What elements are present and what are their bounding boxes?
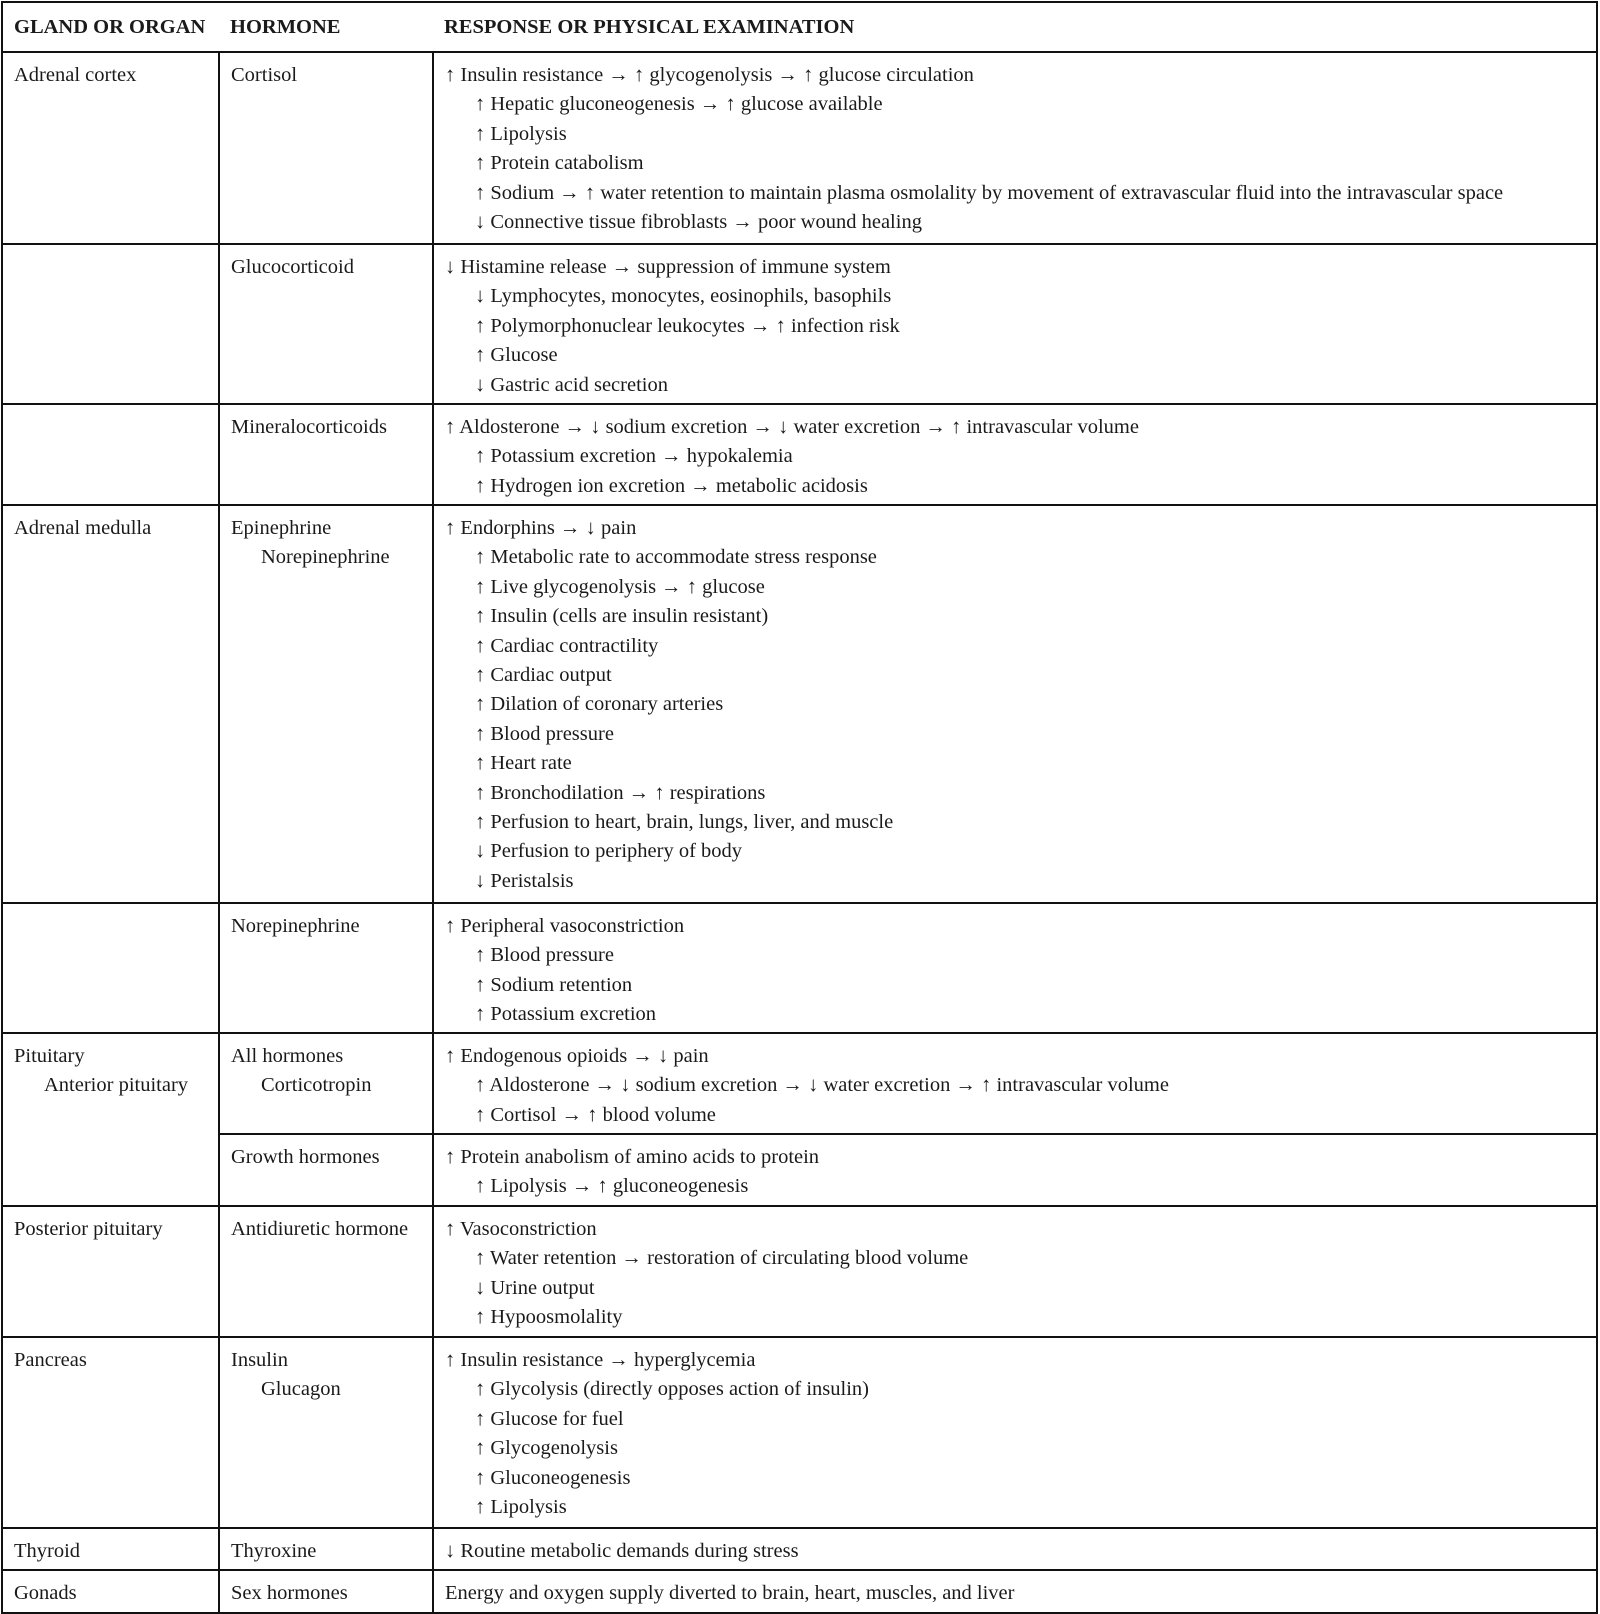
response-line: ↑ Hypoosmolality (475, 1306, 623, 1329)
header-gland: GLAND OR ORGAN (2, 2, 219, 52)
response-line: ↑ Blood pressure (475, 722, 614, 745)
response-line: ↑ Potassium excretion → hypokalemia (475, 445, 793, 468)
response-cell (433, 505, 1597, 903)
table-row (2, 1033, 1597, 1134)
hormone-cell (219, 1033, 433, 1134)
response-line: ↑ Lipolysis → ↑ gluconeogenesis (475, 1175, 749, 1198)
gland-cell-line: Pituitary (14, 1045, 85, 1067)
response-cell (433, 404, 1597, 505)
response-line: ↑ Perfusion to heart, brain, lungs, liver, and muscle (475, 811, 894, 834)
hormone-cell (219, 404, 433, 505)
response-line: ↑ Blood pressure (475, 944, 614, 967)
hormone-cell-line: Norepinephrine (261, 546, 390, 569)
gland-cell-line: Thyroid (14, 1540, 81, 1562)
stress-hormone-table (1, 1, 1598, 1614)
response-line: ↓ Urine output (475, 1276, 595, 1299)
hormone-cell (219, 1337, 433, 1528)
response-line: ↑ Gluconeogenesis (475, 1466, 631, 1489)
table-row (2, 244, 1597, 404)
response-line: ↓ Gastric acid secretion (475, 373, 668, 396)
response-line: ↑ Endorphins → ↓ pain (445, 517, 637, 539)
response-line: ↑ Insulin resistance → hyperglycemia (445, 1349, 756, 1371)
response-line: ↑ Lipolysis (475, 1496, 567, 1519)
gland-cell-line: Pancreas (14, 1349, 87, 1371)
response-cell (433, 1570, 1597, 1613)
hormone-cell-line: Growth hormones (231, 1146, 380, 1168)
response-line: ↑ Water retention → restoration of circulating blood volume (475, 1247, 969, 1270)
response-line: ↑ Glycolysis (directly opposes action of insulin) (475, 1378, 869, 1401)
response-line: ↑ Endogenous opioids → ↓ pain (445, 1045, 709, 1067)
response-cell (433, 1206, 1597, 1337)
hormone-cell (219, 1570, 433, 1613)
response-line: Energy and oxygen supply diverted to brain, heart, muscles, and liver (445, 1582, 1015, 1604)
response-cell (433, 1337, 1597, 1528)
hormone-cell-line: Sex hormones (231, 1582, 348, 1604)
response-line: ↑ Sodium → ↑ water retention to maintain plasma osmolality by movement of extravascular fluid into the intravascular space (475, 181, 1504, 204)
response-line: ↑ Hepatic gluconeogenesis → ↑ glucose available (475, 93, 883, 116)
hormone-cell-line: Norepinephrine (231, 915, 360, 937)
gland-cell-line: Adrenal cortex (14, 64, 137, 86)
response-line: ↑ Cortisol → ↑ blood volume (475, 1103, 716, 1126)
response-line: ↓ Perfusion to periphery of body (475, 840, 743, 863)
response-line: ↑ Vasoconstriction (445, 1218, 597, 1240)
table-row (2, 1337, 1597, 1528)
response-line: ↑ Heart rate (475, 752, 572, 775)
hormone-cell-line: Epinephrine (231, 517, 332, 539)
response-line: ↑ Cardiac output (475, 664, 612, 687)
hormone-cell (219, 1528, 433, 1570)
hormone-cell (219, 52, 433, 244)
gland-cell-line: Gonads (14, 1582, 77, 1604)
table-row (2, 1570, 1597, 1613)
response-line: ↑ Insulin resistance → ↑ glycogenolysis → ↑ glucose circulation (445, 64, 974, 86)
response-line: ↑ Glucose (475, 344, 558, 367)
response-line: ↓ Histamine release → suppression of immune system (445, 256, 891, 278)
table-row (2, 505, 1597, 903)
response-line: ↑ Glucose for fuel (475, 1407, 624, 1430)
response-line: ↑ Glycogenolysis (475, 1437, 618, 1460)
gland-cell (2, 1337, 219, 1528)
gland-cell (2, 244, 219, 404)
response-line: ↑ Cardiac contractility (475, 634, 659, 657)
hormone-cell-line: Mineralocorticoids (231, 416, 387, 438)
table-row (2, 404, 1597, 505)
hormone-cell-line: Antidiuretic hormone (231, 1218, 409, 1240)
hormone-cell-line: Glucocorticoid (231, 256, 354, 278)
table-row (2, 1528, 1597, 1570)
response-cell (433, 1033, 1597, 1134)
response-line: ↑ Protein anabolism of amino acids to protein (445, 1146, 820, 1168)
response-line: ↑ Potassium excretion (475, 1003, 657, 1026)
gland-cell (2, 903, 219, 1033)
hormone-cell (219, 903, 433, 1033)
hormone-cell-line: Thyroxine (231, 1540, 317, 1562)
response-cell (433, 1134, 1597, 1206)
response-line: ↑ Live glycogenolysis → ↑ glucose (475, 575, 765, 598)
response-line: ↑ Sodium retention (475, 973, 633, 996)
header-row (2, 2, 1597, 52)
gland-cell (2, 404, 219, 505)
gland-cell (2, 505, 219, 903)
gland-cell (2, 1033, 219, 1206)
response-line: ↓ Connective tissue fibroblasts → poor wound healing (475, 211, 922, 234)
hormone-cell-line: All hormones (231, 1045, 344, 1067)
response-line: ↓ Peristalsis (475, 869, 574, 892)
response-line: ↑ Polymorphonuclear leukocytes → ↑ infection risk (475, 314, 900, 337)
hormone-cell (219, 1134, 433, 1206)
response-cell (433, 52, 1597, 244)
hormone-cell-line: Cortisol (231, 64, 298, 86)
gland-cell (2, 52, 219, 244)
table-row (2, 903, 1597, 1033)
response-line: ↑ Insulin (cells are insulin resistant) (475, 605, 769, 628)
response-line: ↑ Protein catabolism (475, 152, 644, 175)
response-line: ↑ Dilation of coronary arteries (475, 693, 724, 716)
hormone-cell (219, 505, 433, 903)
gland-cell-line: Adrenal medulla (14, 517, 152, 539)
hormone-cell (219, 244, 433, 404)
response-cell (433, 1528, 1597, 1570)
gland-cell (2, 1570, 219, 1613)
response-line: ↑ Hydrogen ion excretion → metabolic acidosis (475, 474, 868, 497)
response-line: ↓ Routine metabolic demands during stress (445, 1540, 799, 1562)
hormone-cell (219, 1206, 433, 1337)
table-row (2, 1206, 1597, 1337)
header-hormone: HORMONE (219, 2, 433, 52)
hormone-cell-line: Corticotropin (261, 1074, 372, 1097)
table-row (2, 52, 1597, 244)
response-line: ↑ Bronchodilation → ↑ respirations (475, 781, 766, 804)
gland-cell-line: Posterior pituitary (14, 1218, 163, 1240)
hormone-cell-line: Glucagon (261, 1378, 341, 1401)
hormone-cell-line: Insulin (231, 1349, 288, 1371)
response-line: ↑ Aldosterone → ↓ sodium excretion → ↓ water excretion → ↑ intravascular volume (475, 1074, 1169, 1097)
header-response: RESPONSE OR PHYSICAL EXAMINATION (433, 2, 1597, 52)
gland-cell (2, 1206, 219, 1337)
table-row (2, 1134, 1597, 1206)
gland-cell-line: Anterior pituitary (44, 1074, 189, 1097)
response-line: ↑ Peripheral vasoconstriction (445, 915, 685, 937)
response-cell (433, 903, 1597, 1033)
response-cell (433, 244, 1597, 404)
response-line: ↑ Lipolysis (475, 122, 567, 145)
gland-cell (2, 1528, 219, 1570)
response-line: ↑ Aldosterone → ↓ sodium excretion → ↓ water excretion → ↑ intravascular volume (445, 416, 1139, 438)
response-line: ↑ Metabolic rate to accommodate stress response (475, 546, 877, 569)
response-line: ↓ Lymphocytes, monocytes, eosinophils, basophils (475, 285, 892, 308)
